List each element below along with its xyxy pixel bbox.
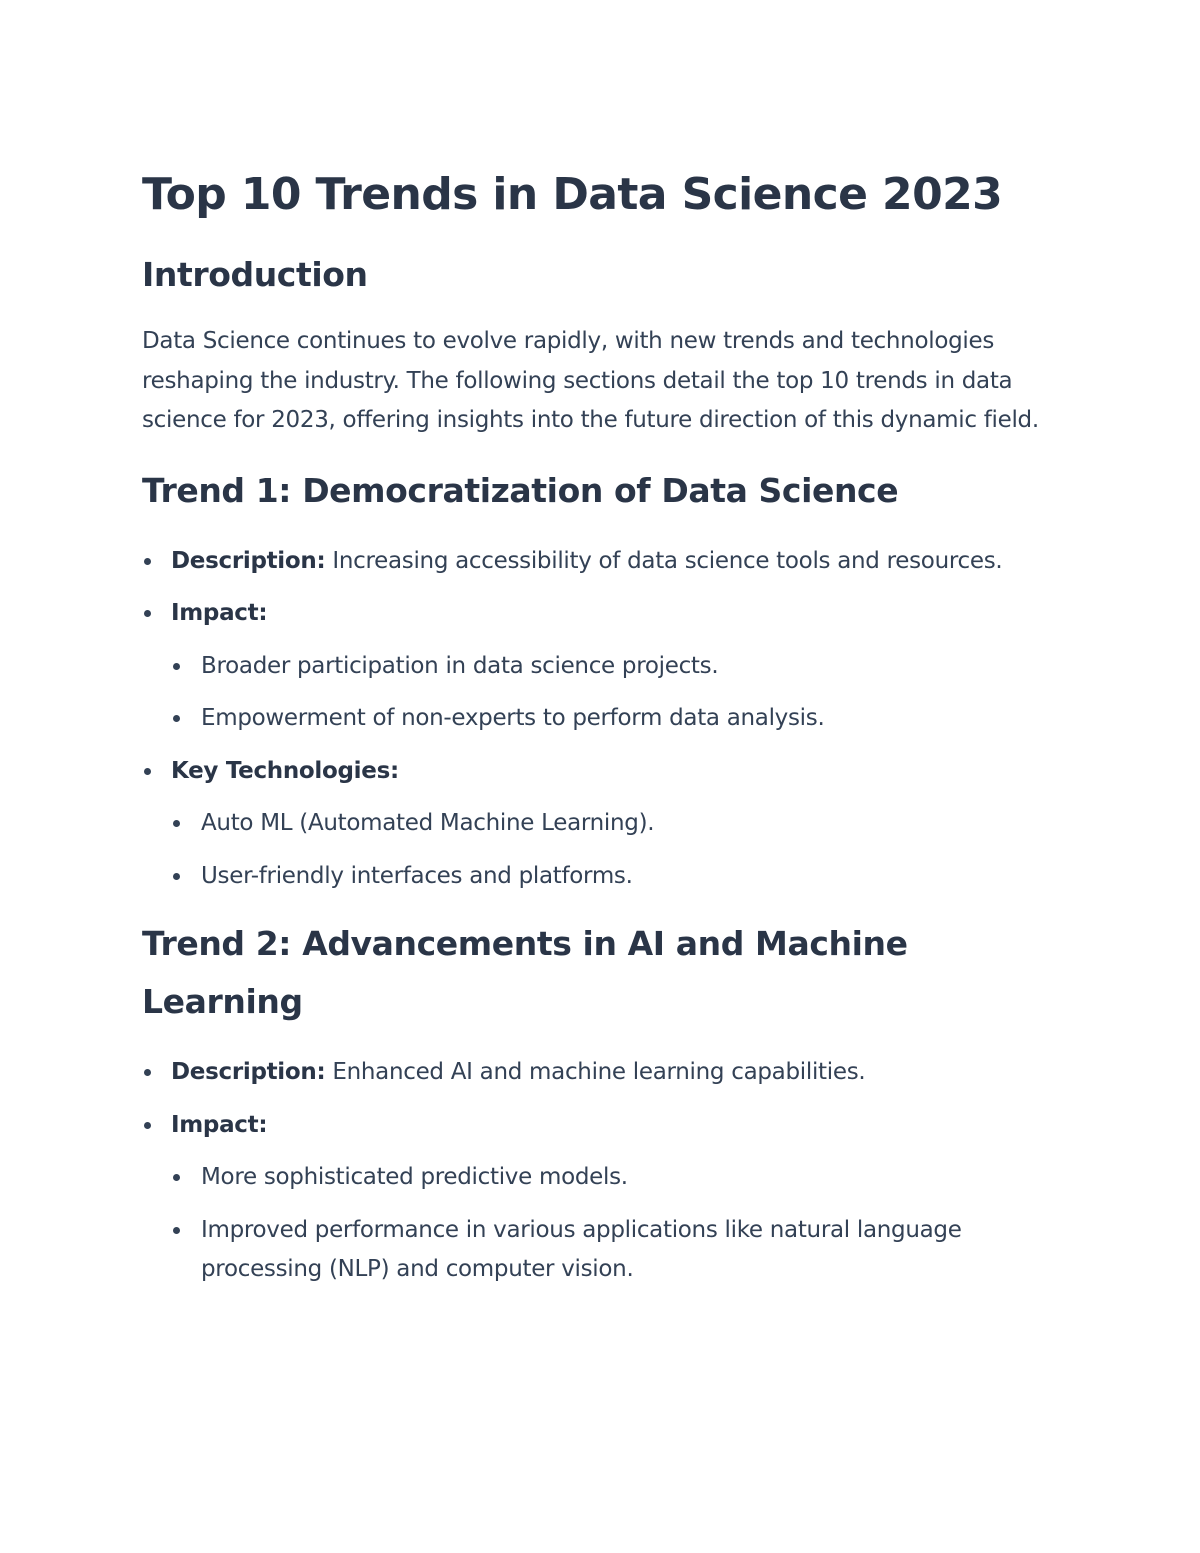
list-item: Empowerment of non-experts to perform data analysis.: [171, 699, 1052, 739]
description-text: Increasing accessibility of data science tools and resources.: [325, 547, 1003, 574]
list-item: User-friendly interfaces and platforms.: [171, 857, 1052, 897]
document-page: [142, 168, 1052, 1303]
intro-paragraph: Data Science continues to evolve rapidly, with new trends and technologies reshaping the industry. The following sections detail the top 10 trends in data science for 2023, offering insights into the future direction of this dynamic field.: [142, 328, 1039, 433]
list-item: Auto ML (Automated Machine Learning).: [171, 804, 1052, 844]
trend-1-heading: Trend 1: Democratization of Data Science: [142, 470, 899, 510]
impact-label: Impact:: [171, 600, 268, 626]
list-item: Broader participation in data science projects.: [171, 647, 1052, 687]
trend-2-heading: Trend 2: Advancements in AI and Machine Learning: [142, 924, 908, 1021]
trend-1-impact-item: [142, 594, 1052, 739]
description-label: Description:: [171, 1059, 326, 1085]
trend-2-list: [142, 1053, 1052, 1290]
trend-1-section: [142, 462, 1052, 897]
trend-2-impact-item: [142, 1106, 1052, 1290]
trend-1-list: [142, 542, 1052, 897]
trend-1-technologies-list: [171, 804, 1052, 896]
key-technologies-label: Key Technologies:: [171, 757, 399, 784]
list-item: Improved performance in various applications like natural language processing (NLP) and computer vision.: [171, 1211, 1052, 1290]
trend-1-description-item: [142, 542, 1052, 582]
intro-heading: Introduction: [142, 255, 368, 294]
page-title: Top 10 Trends in Data Science 2023: [142, 169, 1003, 220]
trend-2-description-item: [142, 1053, 1052, 1093]
description-label: Description:: [171, 547, 326, 574]
trend-2-impact-list: [171, 1158, 1052, 1290]
list-item: More sophisticated predictive models.: [171, 1158, 1052, 1198]
trend-2-section: [142, 915, 1052, 1290]
impact-label: Impact:: [171, 1111, 268, 1138]
trend-1-impact-list: [171, 647, 1052, 739]
description-text: Enhanced AI and machine learning capabilities.: [325, 1059, 866, 1085]
trend-1-technologies-item: [142, 752, 1052, 897]
